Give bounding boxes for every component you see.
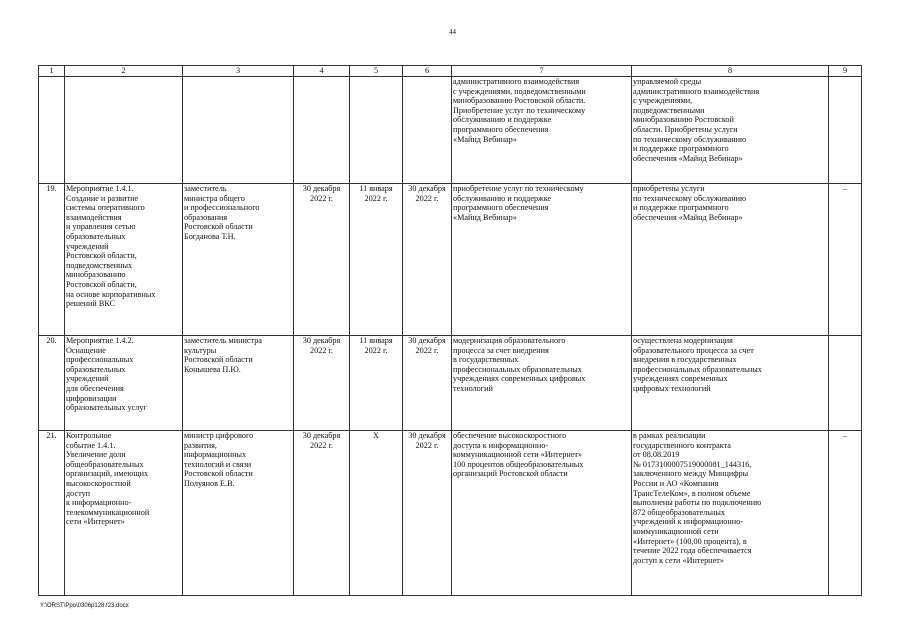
fact-date: 11 января 2022 г. — [359, 184, 393, 203]
plan-date: 30 декабря 2022 г. — [302, 431, 341, 450]
column-header: 4 — [294, 66, 350, 77]
note: – — [842, 431, 848, 440]
planned-result: модернизация образовательного процесса за счет внедрения в государственных профессиональных образовательных учреждениях современных цифровых технологий — [453, 336, 586, 393]
table-row — [39, 184, 862, 336]
plan-date: 30 декабря 2022 г. — [302, 184, 341, 203]
actual-result: в рамках реализации государственного контракта от 08.08.2019 № 0173100007519000081_144316, заключенного между Минцифры России и АО «Компания ТрансТелеКом», в полном объеме выполнены работы по подключению 872 общеобразовательных учреждений к информационно- коммуникационной сети «Интернет» (100,00 процента), в течение 2022 года обеспечивается доступ к сети «Интернет» — [633, 431, 762, 565]
column-header: 9 — [829, 66, 862, 77]
file-path-footer: Y:\ORST\Ppo\0306p128.f23.docx — [40, 603, 129, 609]
planned-result: административного взаимодействия с учреждениями, подведомственными минобразованию Ростовской области. Приобретение услуг по техническому обслуживанию и поддержке программного обеспечения «Майнд Вебинар» — [453, 77, 586, 144]
event-name: Мероприятие 1.4.1. Создание и развитие системы оперативного взаимодействия и управления сетью образовательных учреждений Ростовской области, подведомственных минобразованию Ростовской области, на основе корпоративных решений ВКС — [66, 184, 156, 309]
event-name: Контрольное событие 1.4.1. Увеличение доли общеобразовательных организаций, имеющих высокоскоростной доступ к информационно- телекоммуникационной сети «Интернет» — [66, 431, 150, 527]
column-header: 3 — [183, 66, 294, 77]
end-date: 30 декабря 2022 г. — [408, 336, 446, 355]
header-row — [39, 66, 862, 77]
event-name: Мероприятие 1.4.2. Оснащение профессиональных образовательных учреждений для обеспечения цифровизации образовательных услуг — [66, 336, 147, 413]
fact-date: 11 января 2022 г. — [359, 336, 393, 355]
responsible: заместитель министра общего и профессионального образования Ростовской области Богданова Т.Н. — [184, 184, 260, 241]
row-number: 20. — [46, 336, 57, 345]
planned-result: обеспечение высокоскоростного доступа к информационно- коммуникационной сети «Интернет» 100 процентов общеобразовательных организаций Ростовской области — [453, 431, 584, 479]
actual-result: управляемой среды административного взаимодействия с учреждениями, подведомственными минобразованию Ростовской области. Приобретены услуги по техническому обслуживанию и поддержке программного обеспечения «Майнд Вебинар» — [633, 77, 760, 163]
table-row — [39, 431, 862, 596]
column-header: 6 — [403, 66, 452, 77]
row-number: 21. — [46, 431, 57, 440]
planned-result: приобретение услуг по техническому обслуживанию и поддержке программного обеспечения «Майнд Вебинар» — [453, 184, 584, 222]
actual-result: приобретены услуги по техническому обслуживанию и поддержке программного обеспечения «Майнд Вебинар» — [633, 184, 747, 222]
fact-date: Х — [373, 431, 379, 440]
column-header: 1 — [39, 66, 65, 77]
table-row — [39, 336, 862, 431]
column-header: 7 — [452, 66, 632, 77]
note: – — [842, 184, 848, 193]
page-number: 44 — [449, 28, 456, 36]
column-header: 5 — [350, 66, 403, 77]
continuation-row — [39, 77, 862, 184]
actual-result: осуществлена модернизация образовательного процесса за счет внедрения в государственных профессиональных образовательных учреждениях современных цифровых технологий — [633, 336, 762, 393]
column-header: 2 — [65, 66, 183, 77]
report-table — [38, 65, 862, 596]
plan-date: 30 декабря 2022 г. — [302, 336, 341, 355]
end-date: 30 декабря 2022 г. — [408, 431, 446, 450]
row-number: 19. — [46, 184, 57, 193]
responsible: заместитель министра культуры Ростовской области Конышева П.Ю. — [184, 336, 262, 374]
column-header: 8 — [632, 66, 829, 77]
end-date: 30 декабря 2022 г. — [408, 184, 446, 203]
responsible: министр цифрового развития, информационных технологий и связи Ростовской области Полуянов Е.В. — [184, 431, 254, 488]
